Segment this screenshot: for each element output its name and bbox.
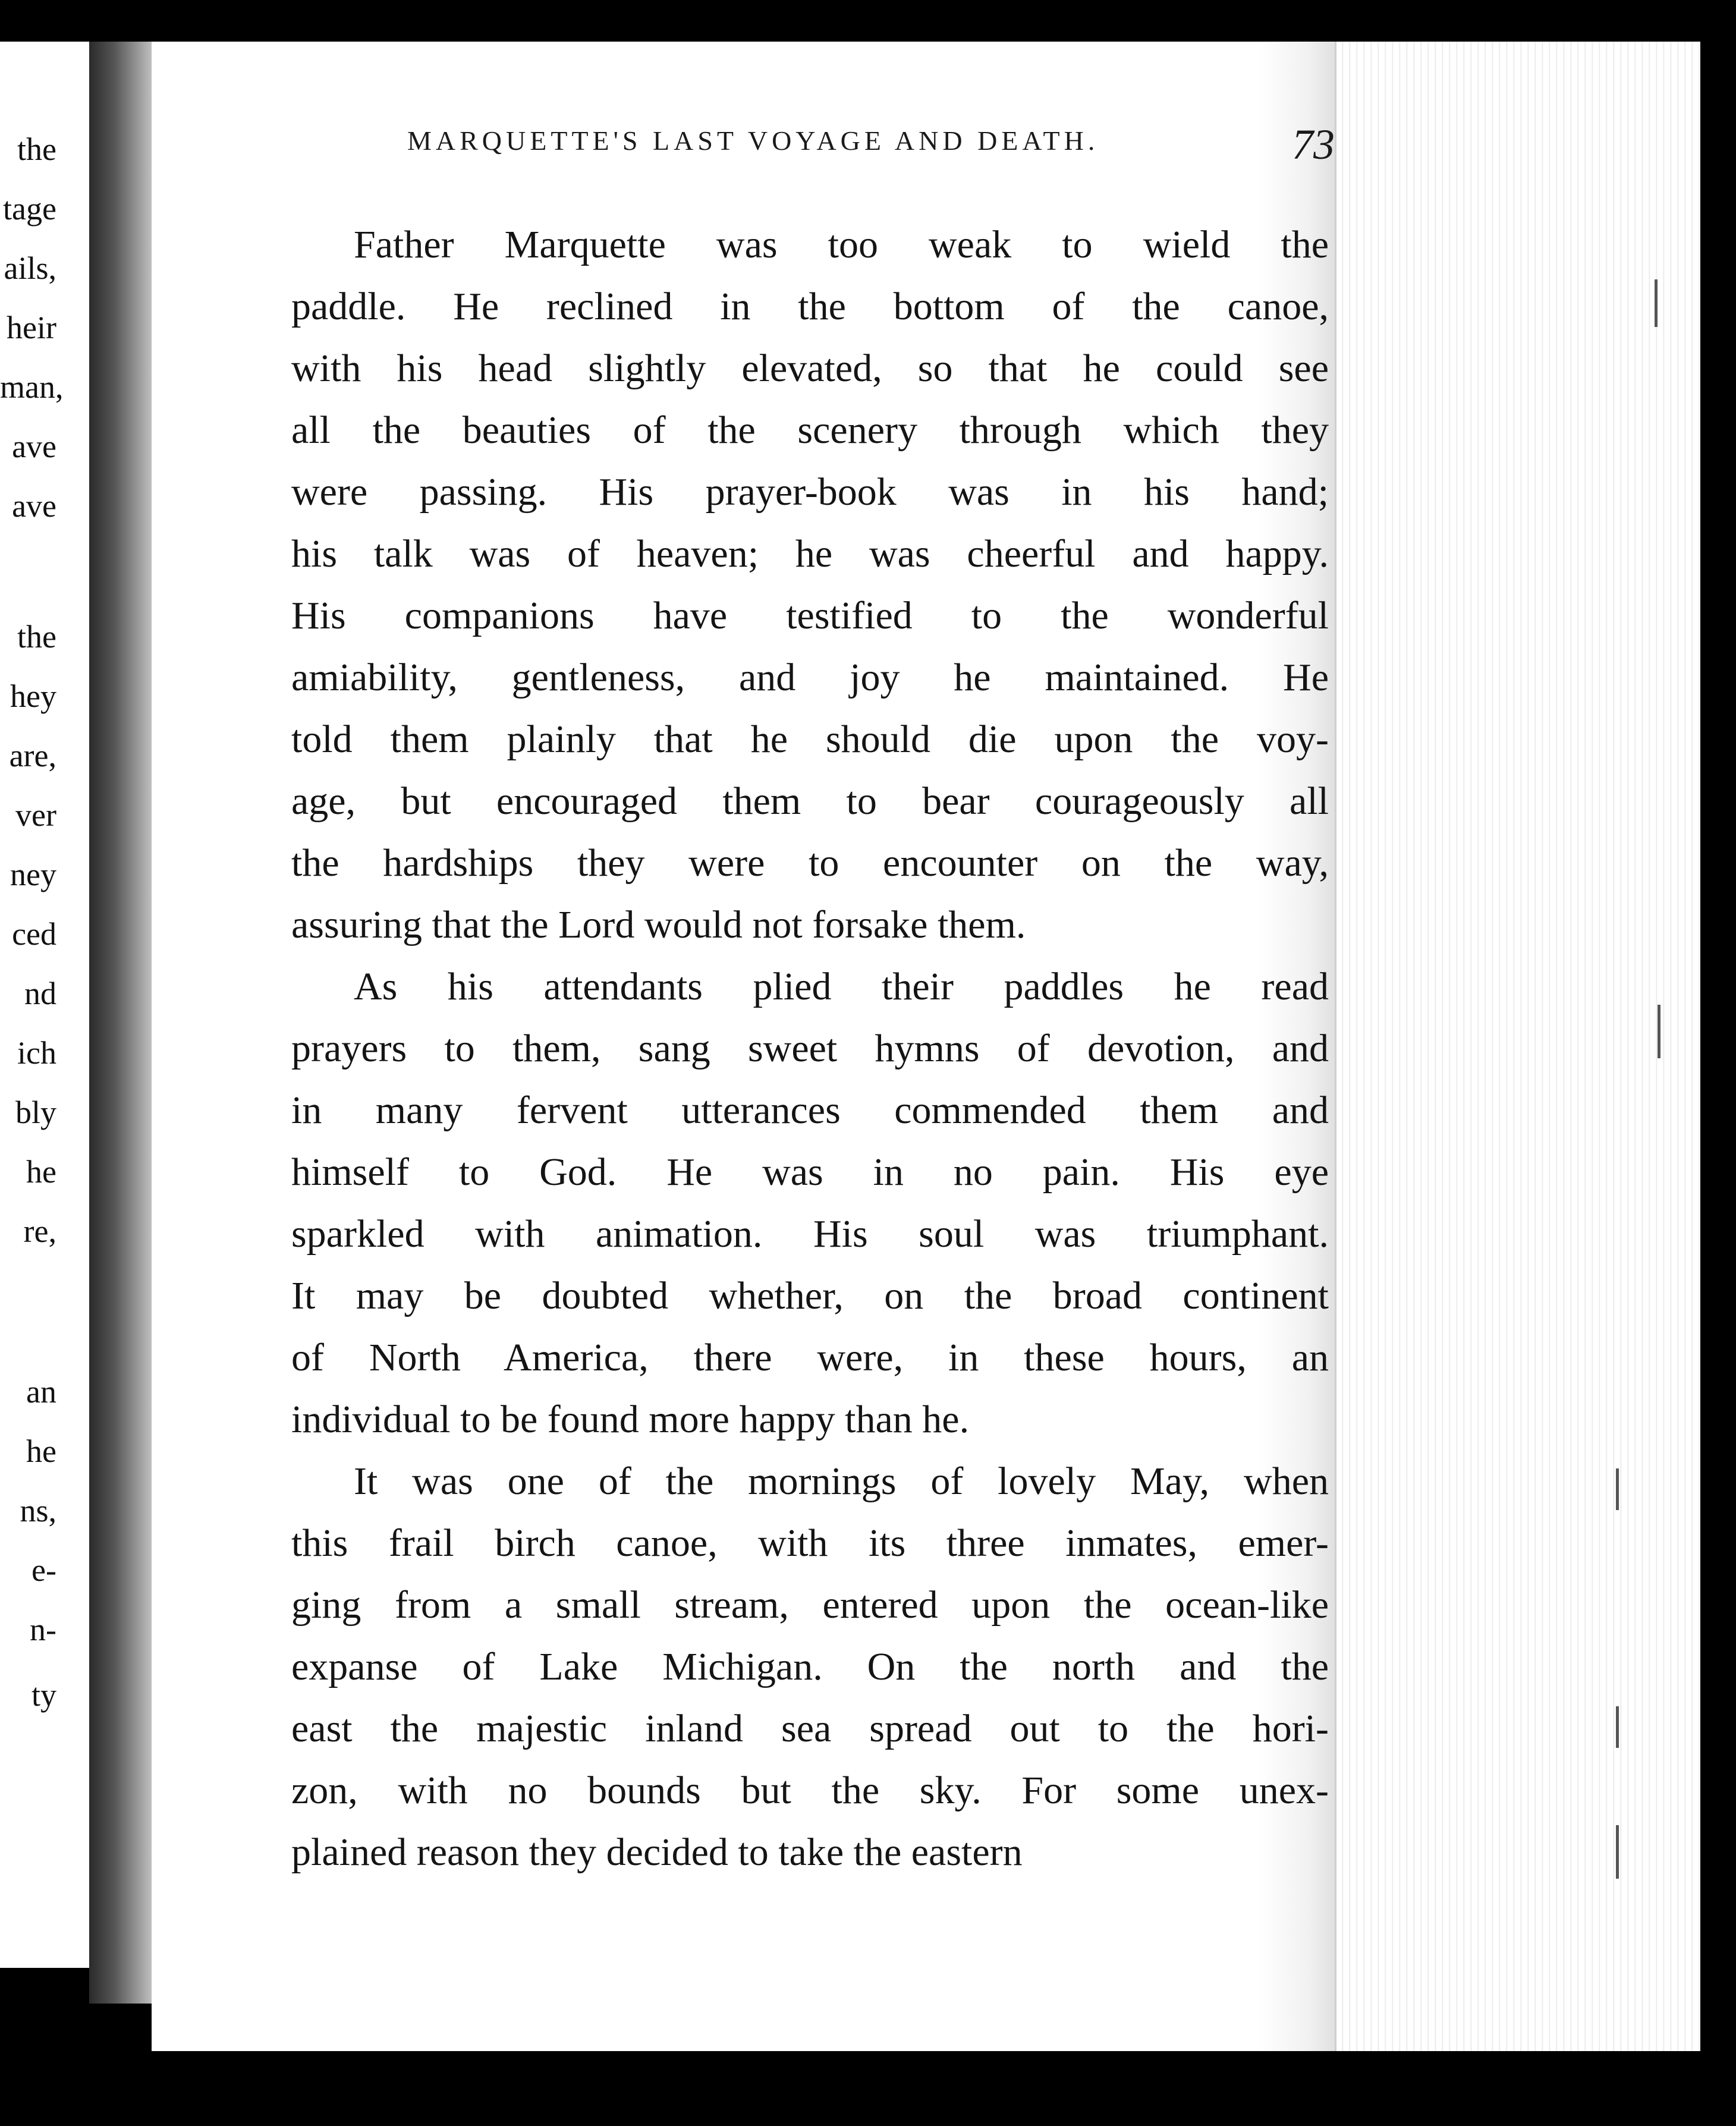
text-line: assuring that the Lord would not forsake them. xyxy=(291,903,1026,946)
text-line: Father Marquette was too weak to wield the xyxy=(354,223,1329,266)
text-line: plained reason they decided to take the eastern xyxy=(291,1831,1023,1874)
facing-page-text-fragments xyxy=(0,42,89,1968)
text-line: sparkled with animation. His soul was triumphant. xyxy=(291,1212,1329,1256)
facing-page-left xyxy=(0,42,89,1968)
text-line: ging from a small stream, entered upon the ocean-like xyxy=(291,1583,1329,1627)
facing-page-fragment: are, xyxy=(9,738,56,773)
paragraph xyxy=(291,956,1329,1451)
facing-page-fragment: ty xyxy=(31,1677,56,1713)
edge-mark xyxy=(1616,1468,1619,1510)
facing-page-fragment: ced xyxy=(12,916,56,952)
facing-page-fragment: he xyxy=(26,1433,56,1469)
text-line: this frail birch canoe, with its three inmates, emer- xyxy=(291,1521,1329,1565)
text-line: paddle. He reclined in the bottom of the canoe, xyxy=(291,285,1329,328)
text-line: told them plainly that he should die upon the voy- xyxy=(291,718,1329,761)
text-line: east the majestic inland sea spread out to the hori- xyxy=(291,1707,1329,1750)
paragraph xyxy=(291,214,1329,956)
facing-page-fragment: ver xyxy=(15,797,56,833)
running-head: MARQUETTE'S LAST VOYAGE AND DEATH. xyxy=(407,125,1099,156)
facing-page-fragment: heir xyxy=(7,310,56,345)
text-line: It was one of the mornings of lovely May, when xyxy=(354,1460,1329,1503)
facing-page-fragment: nd xyxy=(24,976,56,1011)
facing-page-fragment: ave xyxy=(12,429,56,464)
text-line: amiability, gentleness, and joy he maintained. He xyxy=(291,656,1329,699)
facing-page-fragment: ich xyxy=(17,1035,56,1071)
text-line: in many fervent utterances commended them and xyxy=(291,1089,1329,1132)
text-line: As his attendants plied their paddles he read xyxy=(354,965,1329,1008)
facing-page-fragment: re, xyxy=(23,1213,56,1249)
scan-top-border xyxy=(0,0,1736,42)
facing-page-fragment: man, xyxy=(0,369,64,405)
text-line: prayers to them, sang sweet hymns of devotion, and xyxy=(291,1027,1329,1070)
facing-page-fragment: ails, xyxy=(4,250,56,286)
facing-page-fragment: ns, xyxy=(20,1493,56,1529)
stacked-page-edges xyxy=(1335,42,1705,2051)
edge-mark xyxy=(1616,1706,1619,1748)
facing-page-fragment: an xyxy=(26,1374,56,1410)
text-line: It may be doubted whether, on the broad continent xyxy=(291,1274,1329,1317)
facing-page-fragment: n- xyxy=(30,1612,56,1647)
text-line: of North America, there were, in these hours, an xyxy=(291,1336,1329,1379)
scan-right-border xyxy=(1700,42,1736,2126)
text-line: His companions have testified to the wonderful xyxy=(291,594,1329,637)
text-line: with his head slightly elevated, so that he could see xyxy=(291,347,1329,390)
facing-page-fragment: ave xyxy=(12,488,56,524)
text-line: himself to God. He was in no pain. His eye xyxy=(291,1150,1329,1194)
facing-page-fragment: ney xyxy=(10,857,56,892)
text-line: were passing. His prayer-book was in his hand; xyxy=(291,470,1329,514)
facing-page-fragment: tage xyxy=(3,191,56,227)
edge-mark xyxy=(1655,279,1658,327)
facing-page-fragment: the xyxy=(17,131,56,167)
text-line: age, but encouraged them to bear courageously all xyxy=(291,779,1329,823)
facing-page-fragment: bly xyxy=(15,1095,56,1130)
edge-mark xyxy=(1658,1005,1660,1058)
text-line: his talk was of heaven; he was cheerful and happy. xyxy=(291,532,1329,575)
page-number: 73 xyxy=(1292,121,1335,168)
edge-mark xyxy=(1616,1825,1619,1879)
facing-page-fragment: e- xyxy=(32,1552,56,1588)
text-line: all the beauties of the scenery through which they xyxy=(291,408,1329,452)
text-line: individual to be found more happy than he. xyxy=(291,1398,970,1441)
book-gutter-shadow xyxy=(89,42,152,2004)
page-header xyxy=(407,121,1335,178)
facing-page-fragment: he xyxy=(26,1154,56,1190)
body-text xyxy=(291,214,1329,1883)
text-line: expanse of Lake Michigan. On the north and the xyxy=(291,1645,1329,1688)
paragraph xyxy=(291,1451,1329,1883)
page-content xyxy=(152,42,1335,2051)
facing-page-fragment: the xyxy=(17,619,56,655)
facing-page-fragment: hey xyxy=(10,678,56,714)
text-line: zon, with no bounds but the sky. For some unex- xyxy=(291,1769,1329,1812)
text-line: the hardships they were to encounter on the way, xyxy=(291,841,1329,885)
